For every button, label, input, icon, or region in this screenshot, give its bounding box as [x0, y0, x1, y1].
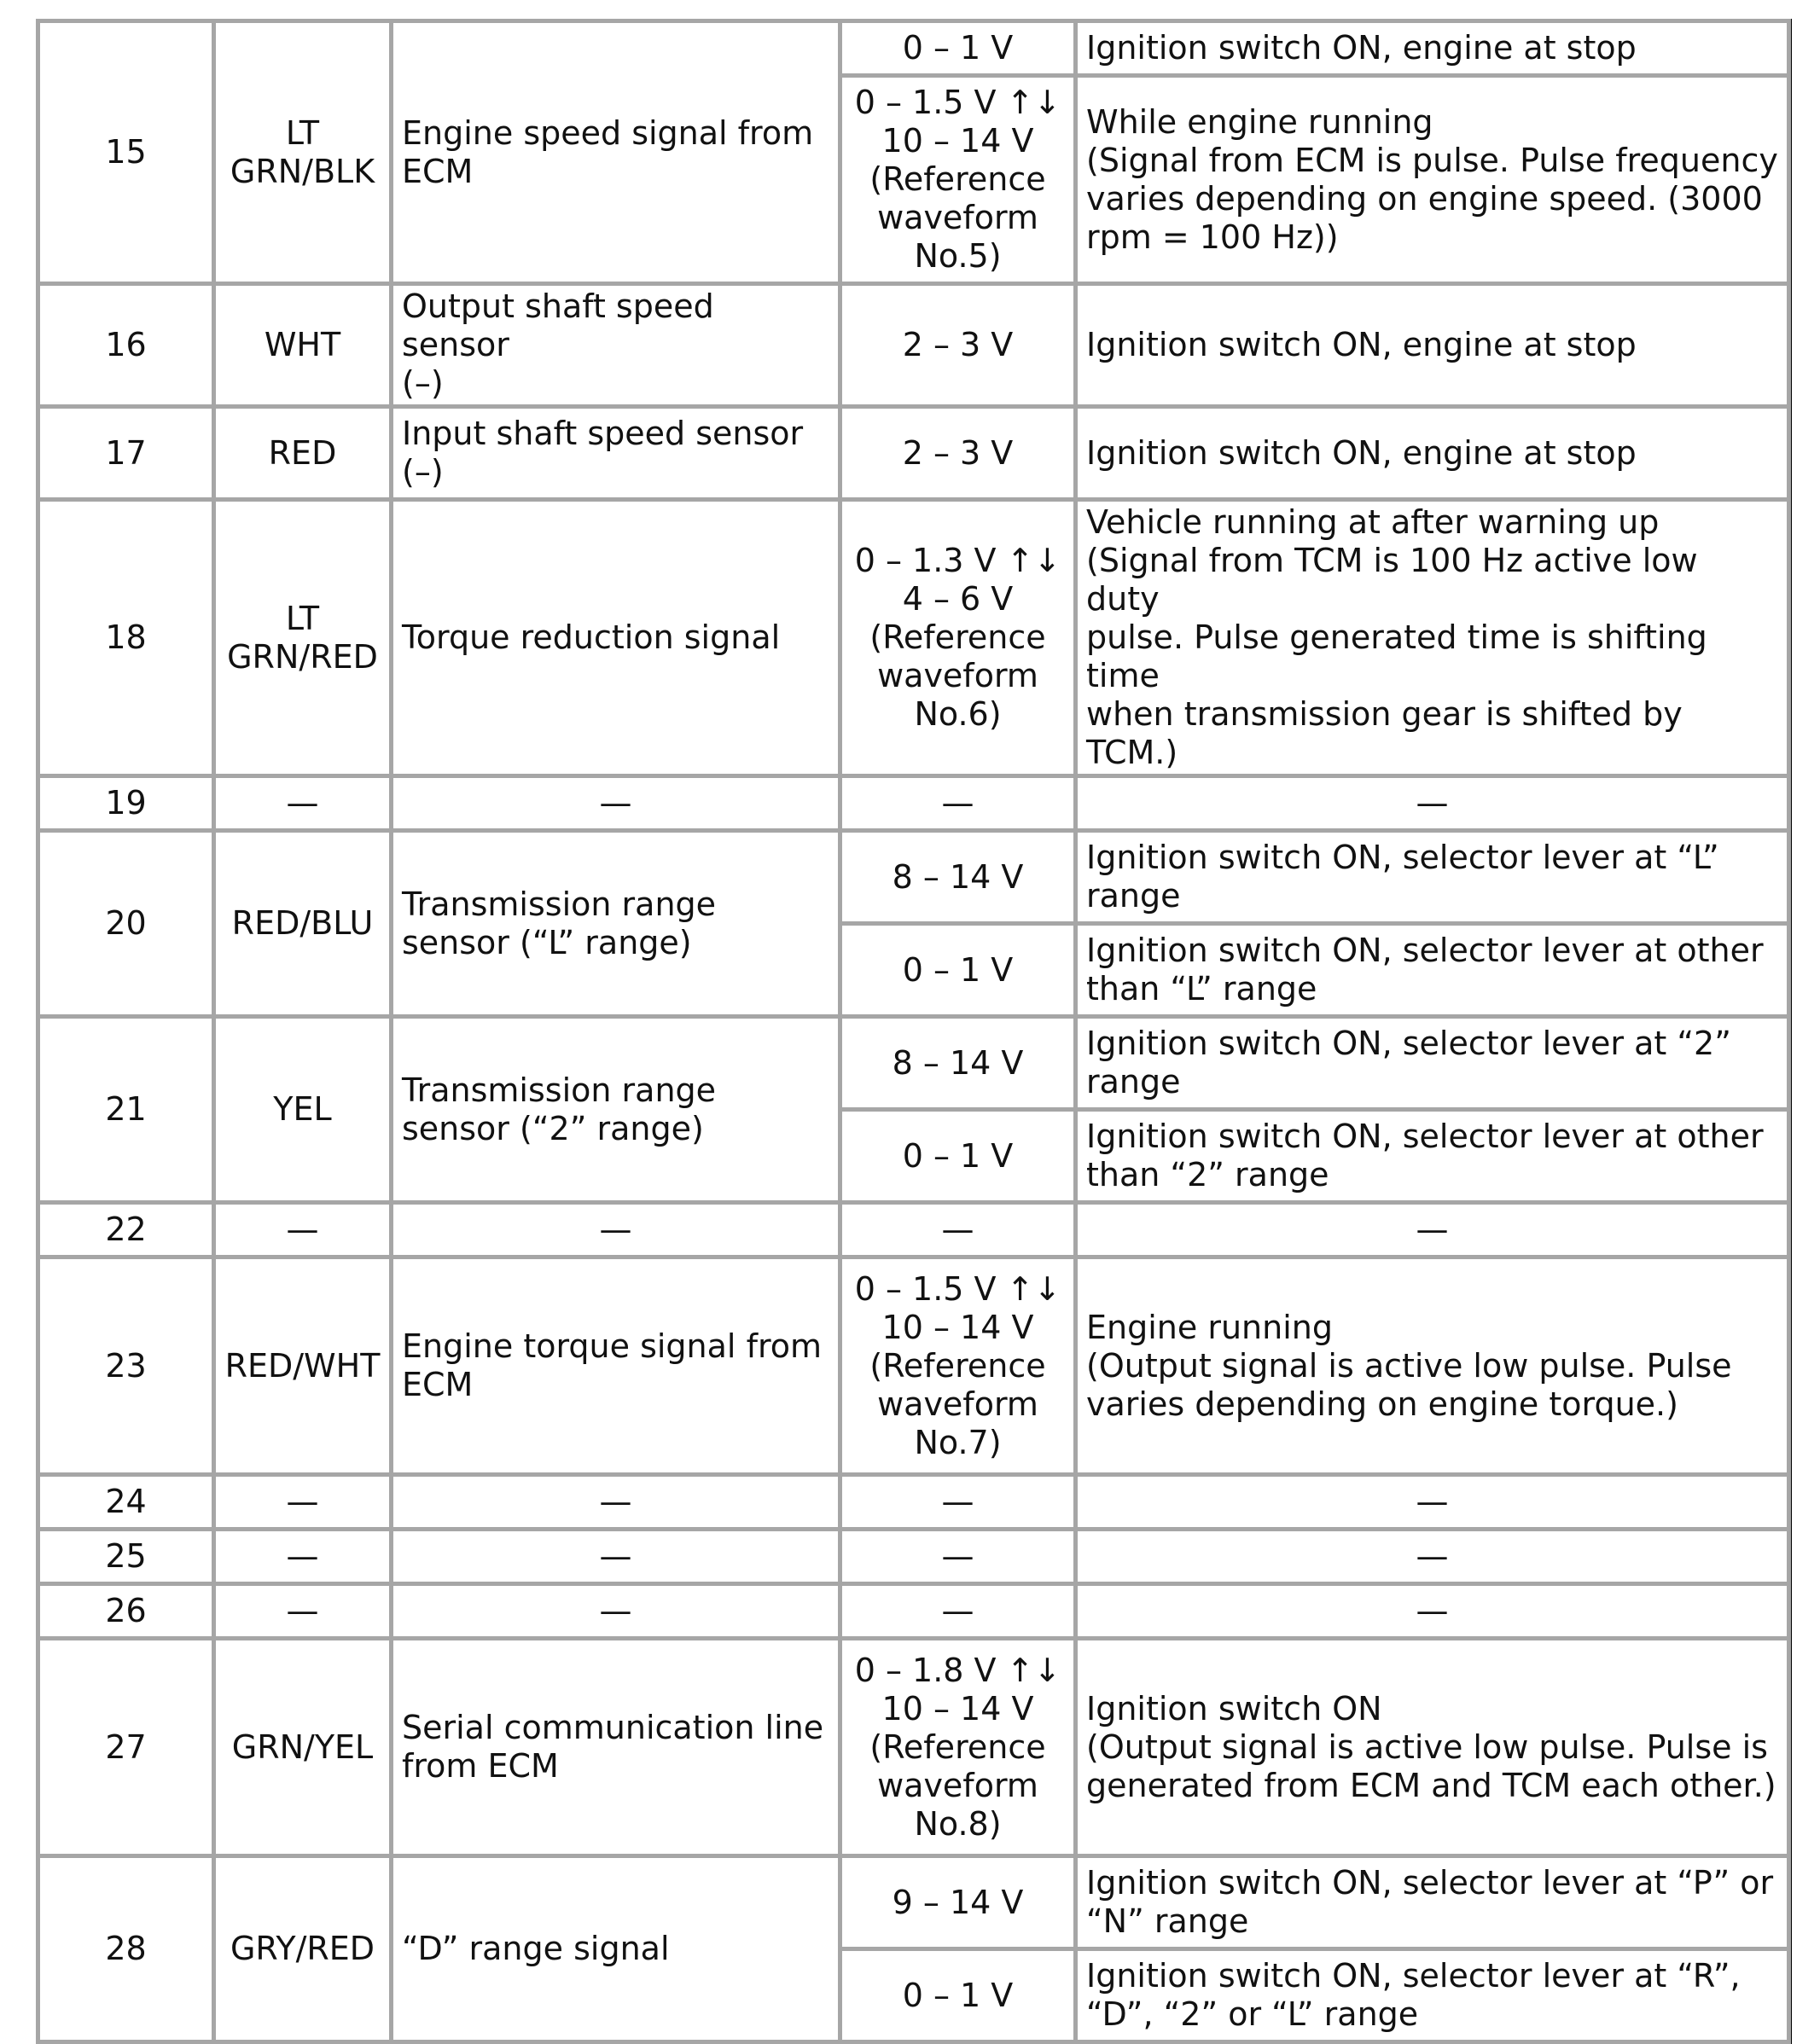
terminal-number-cell: 18 [38, 500, 214, 776]
condition-cell-line: — [1416, 784, 1449, 822]
description-cell [392, 500, 840, 776]
condition-cell-line: “D”, “2” or “L” range [1086, 1995, 1419, 2033]
value-cell [840, 284, 1076, 407]
table-row [38, 284, 1789, 407]
terminal-number-cell: 23 [38, 1257, 214, 1475]
condition-cell [1076, 924, 1789, 1017]
condition-cell-line: varies depending on engine torque.) [1086, 1385, 1678, 1423]
wire-color-cell-line: GRY/RED [230, 1930, 375, 1967]
wire-color-cell-line: — [286, 1537, 319, 1575]
condition-cell-line: when transmission gear is shifted by TCM.) [1086, 695, 1683, 771]
condition-cell [1076, 284, 1789, 407]
condition-cell-line: range [1086, 877, 1181, 915]
condition-cell-line: rpm = 100 Hz)) [1086, 218, 1339, 256]
table-row [38, 1584, 1789, 1639]
value-cell-line: (Reference [869, 1346, 1046, 1385]
table-row [38, 1203, 1789, 1257]
wire-color-cell [214, 1530, 392, 1584]
terminal-number-cell: 26 [38, 1584, 214, 1639]
value-cell [840, 1530, 1076, 1584]
value-cell-line: (Reference [869, 160, 1046, 198]
wire-color-cell-line: RED/WHT [224, 1346, 381, 1385]
condition-cell-line: Ignition switch ON, selector lever at “P” or [1086, 1864, 1774, 1902]
description-cell-line: Output shaft speed sensor [402, 287, 714, 363]
condition-cell-line: (Signal from ECM is pulse. Pulse frequency [1086, 141, 1778, 179]
condition-cell [1076, 1110, 1789, 1203]
description-cell [392, 1017, 840, 1203]
description-cell [392, 407, 840, 500]
description-cell [392, 1856, 840, 2042]
description-cell-line: sensor (“L” range) [402, 923, 692, 961]
value-cell [840, 1110, 1076, 1203]
description-cell [392, 831, 840, 1017]
wire-color-cell [214, 1475, 392, 1530]
value-cell [840, 1257, 1076, 1475]
condition-cell [1076, 76, 1789, 284]
condition-cell [1076, 831, 1789, 924]
condition-cell-line: than “L” range [1086, 970, 1317, 1007]
wire-color-cell-line: — [286, 1211, 319, 1248]
table-row [38, 1257, 1789, 1475]
condition-cell-line: than “2” range [1086, 1156, 1329, 1193]
terminal-number-cell: 24 [38, 1475, 214, 1530]
value-cell [840, 407, 1076, 500]
description-cell [392, 1530, 840, 1584]
condition-cell-line: generated from ECM and TCM each other.) [1086, 1766, 1776, 1804]
condition-cell [1076, 21, 1789, 76]
description-cell-line: Torque reduction signal [402, 618, 781, 656]
condition-cell [1076, 1856, 1789, 1949]
condition-cell [1076, 1530, 1789, 1584]
wire-color-cell [214, 1257, 392, 1475]
value-cell-line: 4 – 6 V [902, 580, 1014, 618]
wire-color-cell-line: RED/BLU [231, 904, 374, 942]
value-cell [840, 831, 1076, 924]
value-cell [840, 500, 1076, 776]
condition-cell-line: Vehicle running at after warning up [1086, 503, 1660, 541]
description-cell [392, 284, 840, 407]
value-cell-line: No.8) [914, 1804, 1002, 1843]
value-cell-line: — [941, 1483, 974, 1520]
value-cell-line: 10 – 14 V [881, 122, 1034, 160]
description-cell-line: (–) [402, 453, 444, 491]
value-cell-line: 10 – 14 V [881, 1689, 1034, 1728]
condition-cell-line: — [1416, 1211, 1449, 1248]
condition-cell-line: “N” range [1086, 1902, 1249, 1940]
description-cell-line: — [599, 1483, 632, 1520]
value-cell-line: 8 – 14 V [892, 1043, 1024, 1082]
value-cell-line: 0 – 1 V [902, 1136, 1014, 1175]
wire-color-cell [214, 1203, 392, 1257]
value-cell-line: — [941, 784, 974, 822]
terminal-number-cell: 16 [38, 284, 214, 407]
table-row [38, 1530, 1789, 1584]
condition-cell-line: Ignition switch ON, engine at stop [1086, 326, 1637, 363]
terminal-number-cell: 25 [38, 1530, 214, 1584]
condition-cell [1076, 407, 1789, 500]
condition-cell [1076, 1257, 1789, 1475]
value-cell-line: 0 – 1.3 V ↑↓ [854, 542, 1061, 579]
terminal-number-cell: 27 [38, 1639, 214, 1856]
table-row [38, 831, 1789, 924]
condition-cell-line: pulse. Pulse generated time is shifting time [1086, 618, 1707, 694]
description-cell-line: Serial communication line [402, 1709, 824, 1746]
value-cell [840, 1639, 1076, 1856]
condition-cell [1076, 1949, 1789, 2042]
description-cell-line: Engine torque signal from [402, 1327, 822, 1365]
condition-cell-line: Ignition switch ON, selector lever at “2” [1086, 1025, 1731, 1062]
wire-color-cell-line: — [286, 1592, 319, 1629]
description-cell-line: Transmission range [402, 885, 717, 923]
value-cell-line: 2 – 3 V [902, 326, 1014, 363]
description-cell [392, 1203, 840, 1257]
description-cell [392, 1584, 840, 1639]
description-cell-line: Input shaft speed sensor [402, 415, 804, 452]
value-cell-line: 0 – 1 V [902, 1976, 1014, 2014]
value-cell-line: No.5) [914, 237, 1002, 275]
value-cell-line: waveform [877, 1766, 1038, 1804]
value-cell-line: waveform [877, 1385, 1038, 1423]
wire-color-cell [214, 407, 392, 500]
description-cell-line: — [599, 1537, 632, 1575]
table-row [38, 1639, 1789, 1856]
value-cell-line: — [941, 1537, 974, 1575]
value-cell [840, 1949, 1076, 2042]
condition-cell-line: Ignition switch ON, engine at stop [1086, 29, 1637, 67]
condition-cell [1076, 1475, 1789, 1530]
wire-color-cell-line: RED [268, 433, 337, 472]
wire-color-cell [214, 21, 392, 284]
value-cell-line: waveform [877, 657, 1038, 694]
value-cell [840, 1017, 1076, 1110]
condition-cell [1076, 1639, 1789, 1856]
terminal-number-cell: 19 [38, 776, 214, 831]
value-cell-line: 0 – 1.5 V ↑↓ [854, 84, 1061, 121]
terminal-number-cell: 15 [38, 21, 214, 284]
wire-color-cell-line: LT [285, 599, 320, 637]
wire-color-cell-line: — [286, 784, 319, 822]
table-row [38, 776, 1789, 831]
condition-cell-line: While engine running [1086, 102, 1433, 141]
condition-cell [1076, 1584, 1789, 1639]
condition-cell-line: — [1416, 1537, 1449, 1575]
value-cell-line: 8 – 14 V [892, 857, 1024, 896]
wire-color-cell-line: GRN/BLK [230, 152, 375, 190]
description-cell-line: sensor (“2” range) [402, 1109, 704, 1147]
terminal-table [36, 19, 1791, 2044]
wire-color-cell [214, 776, 392, 831]
value-cell-line: No.7) [914, 1423, 1002, 1461]
condition-cell-line: (Output signal is active low pulse. Pulse is [1086, 1728, 1768, 1766]
wire-color-cell [214, 1584, 392, 1639]
value-cell-line: 10 – 14 V [881, 1308, 1034, 1346]
wire-color-cell-line: WHT [264, 326, 341, 363]
condition-cell [1076, 1017, 1789, 1110]
wire-color-cell-line: GRN/RED [227, 637, 378, 676]
wire-color-cell [214, 1639, 392, 1856]
condition-cell-line: Ignition switch ON, selector lever at “L” [1086, 839, 1719, 876]
table-row [38, 1475, 1789, 1530]
terminal-number-cell: 21 [38, 1017, 214, 1203]
terminal-number-cell: 20 [38, 831, 214, 1017]
condition-cell-line: range [1086, 1063, 1181, 1100]
terminal-number-cell: 28 [38, 1856, 214, 2042]
condition-cell [1076, 776, 1789, 831]
condition-cell-line: Engine running [1086, 1308, 1333, 1346]
wire-color-cell-line: GRN/YEL [231, 1728, 374, 1766]
wire-color-cell [214, 1856, 392, 2042]
value-cell [840, 21, 1076, 76]
description-cell-line: “D” range signal [402, 1930, 670, 1967]
wire-color-cell [214, 831, 392, 1017]
value-cell [840, 1584, 1076, 1639]
condition-cell-line: varies depending on engine speed. (3000 [1086, 179, 1763, 218]
value-cell [840, 1203, 1076, 1257]
table-row [38, 21, 1789, 76]
value-cell-line: — [941, 1592, 974, 1629]
value-cell [840, 76, 1076, 284]
condition-cell [1076, 500, 1789, 776]
wire-color-cell-line: — [286, 1483, 319, 1520]
terminal-number-cell: 22 [38, 1203, 214, 1257]
value-cell-line: 9 – 14 V [892, 1883, 1024, 1921]
table-row [38, 407, 1789, 500]
condition-cell-line: Ignition switch ON [1086, 1689, 1382, 1728]
condition-cell-line: Ignition switch ON, selector lever at other [1086, 1118, 1764, 1155]
value-cell-line: 0 – 1 V [902, 950, 1014, 989]
condition-cell [1076, 1203, 1789, 1257]
condition-cell-line: — [1416, 1592, 1449, 1629]
wire-color-cell [214, 284, 392, 407]
description-cell-line: Engine speed signal from [402, 113, 814, 152]
wire-color-cell-line: YEL [273, 1090, 332, 1128]
table-row [38, 500, 1789, 776]
description-cell-line: ECM [402, 152, 474, 190]
value-cell-line: 0 – 1.8 V ↑↓ [854, 1651, 1061, 1689]
value-cell-line: (Reference [869, 618, 1046, 656]
wire-color-cell [214, 1017, 392, 1203]
wire-color-cell [214, 500, 392, 776]
value-cell-line: (Reference [869, 1728, 1046, 1766]
condition-cell-line: Ignition switch ON, engine at stop [1086, 433, 1637, 472]
description-cell [392, 1475, 840, 1530]
value-cell-line: — [941, 1211, 974, 1248]
description-cell-line: — [599, 1211, 632, 1248]
wire-color-cell-line: LT [285, 113, 320, 152]
value-cell-line: waveform [877, 199, 1038, 236]
description-cell [392, 21, 840, 284]
value-cell [840, 1475, 1076, 1530]
value-cell-line: 0 – 1.5 V ↑↓ [854, 1269, 1061, 1308]
description-cell [392, 1639, 840, 1856]
table-row [38, 1856, 1789, 1949]
value-cell [840, 924, 1076, 1017]
description-cell-line: (–) [402, 364, 444, 402]
description-cell [392, 1257, 840, 1475]
description-cell-line: — [599, 784, 632, 822]
value-cell-line: 2 – 3 V [902, 433, 1014, 472]
condition-cell-line: Ignition switch ON, selector lever at other [1086, 932, 1764, 969]
value-cell [840, 1856, 1076, 1949]
terminal-number-cell: 17 [38, 407, 214, 500]
condition-cell-line: Ignition switch ON, selector lever at “R”, [1086, 1957, 1741, 1995]
condition-cell-line: (Signal from TCM is 100 Hz active low duty [1086, 542, 1698, 618]
value-cell [840, 776, 1076, 831]
condition-cell-line: — [1416, 1483, 1449, 1520]
description-cell-line: from ECM [402, 1747, 559, 1785]
value-cell-line: 0 – 1 V [902, 29, 1014, 67]
description-cell-line: Transmission range [402, 1071, 717, 1109]
condition-cell-line: (Output signal is active low pulse. Pulse [1086, 1346, 1732, 1385]
description-cell [392, 776, 840, 831]
value-cell-line: No.6) [914, 695, 1002, 733]
description-cell-line: — [599, 1592, 632, 1629]
terminal-table-container [36, 19, 1792, 2044]
table-row [38, 1017, 1789, 1110]
description-cell-line: ECM [402, 1366, 474, 1403]
